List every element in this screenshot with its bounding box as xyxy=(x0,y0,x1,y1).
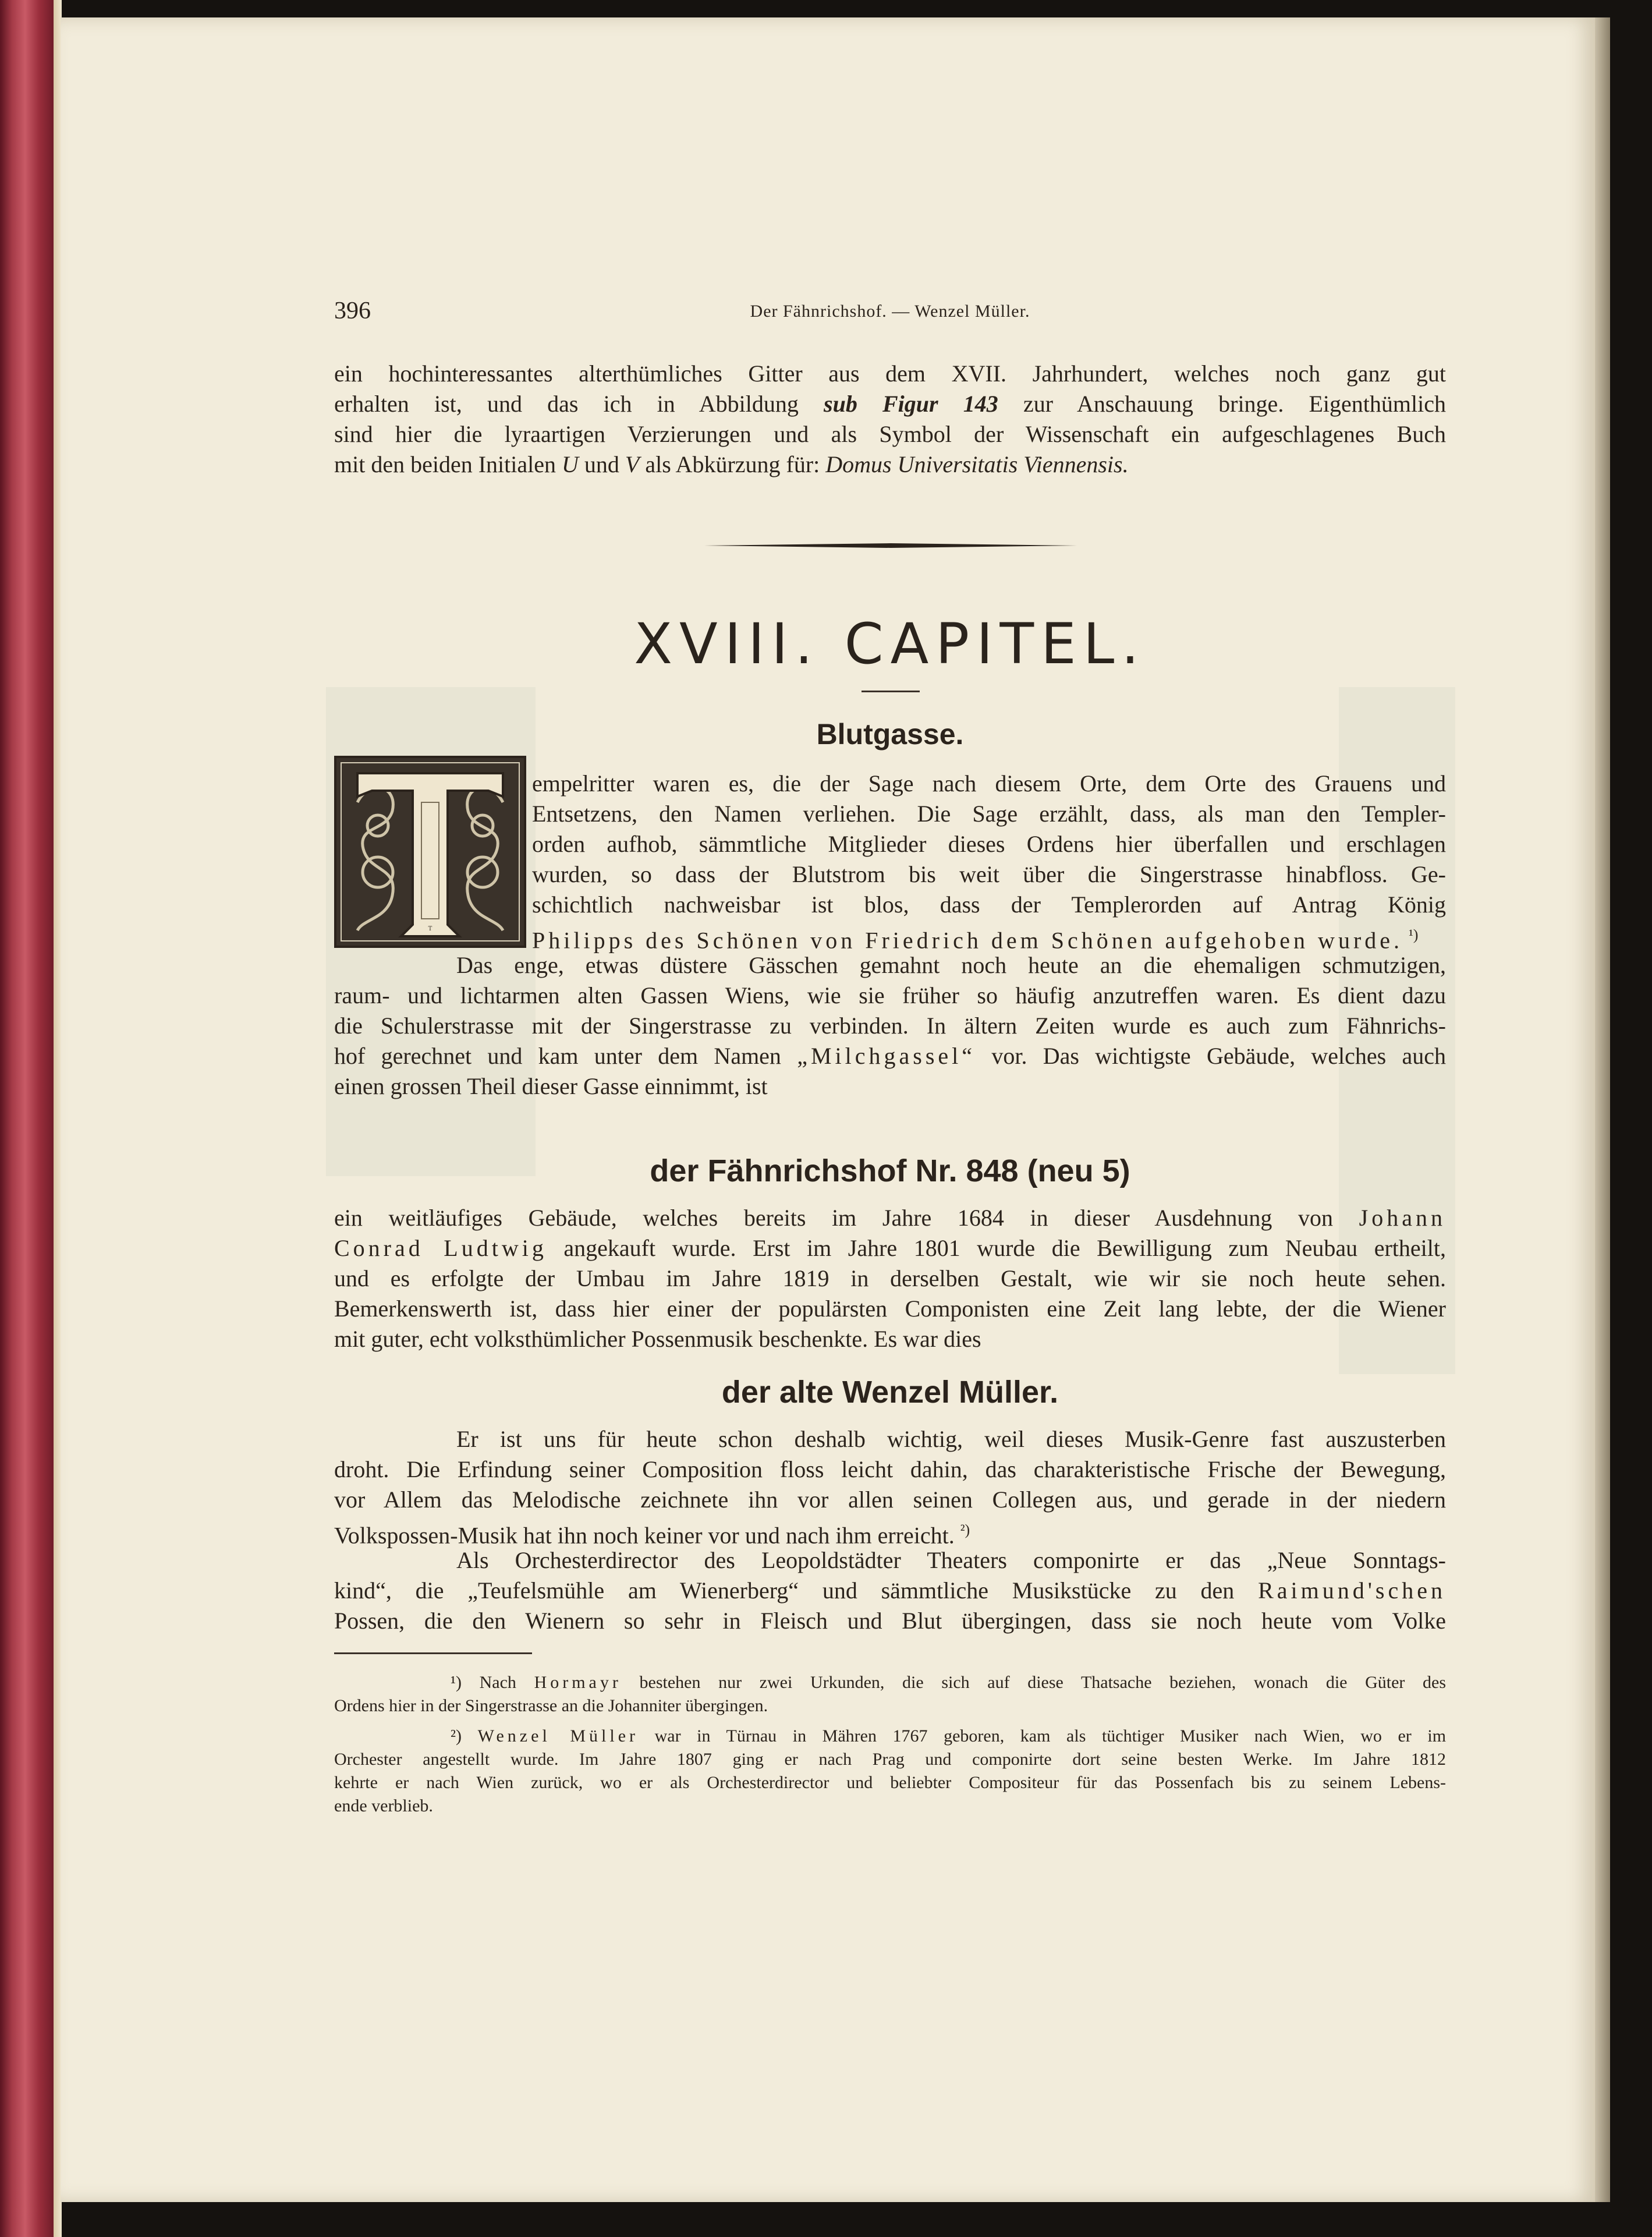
figure-reference: sub Figur 143 xyxy=(824,391,998,417)
text-line: schichtlich nachweisbar ist blos, dass der Templerorden auf Antrag König xyxy=(532,891,1446,918)
text-line: wurden, so dass der Blutstrom bis weit über die Singerstrasse hinabfloss. Ge- xyxy=(532,861,1446,887)
footnote-1-line: Ordens hier in der Singerstrasse an die Johanniter übergingen. xyxy=(334,1696,768,1715)
text-run: bestehen nur zwei Urkunden, die sich auf diese Thatsache beziehen, wonach die Güter des xyxy=(639,1673,1447,1692)
footnote-1-line xyxy=(334,1671,1446,1694)
section-heading-wenzel-muller: der alte Wenzel Müller. xyxy=(721,1375,1059,1410)
initial-v: V xyxy=(625,451,640,477)
text-run: erhalten ist, und das ich in Abbildung xyxy=(334,391,799,417)
footnote-2-line: kehrte er nach Wien zurück, wo er als Orchesterdirector und beliebter Compositeur für das Possenfach bis zu seinem Lebens- xyxy=(334,1773,1446,1792)
intro-paragraph xyxy=(334,359,1446,487)
text-run: war in Türnau in Mähren 1767 geboren, kam als tüchtiger Musiker nach Wien, wo er im xyxy=(654,1726,1447,1746)
text-line: Er ist uns für heute schon deshalb wichtig, weil dieses Musik-Genre fast auszusterben xyxy=(456,1426,1446,1452)
chapter-rule xyxy=(862,691,920,692)
text-run: hof gerechnet und kam unter dem Namen xyxy=(334,1043,781,1069)
text-run: ¹) Nach xyxy=(451,1673,516,1692)
text-run: ein weitläufiges Gebäude, welches bereits im Jahre 1684 in dieser Ausdehnung von xyxy=(334,1205,1334,1231)
text-run: angekauft wurde. Erst im Jahre 1801 wurde die Bewilligung zum Neubau ertheilt, xyxy=(563,1235,1446,1261)
text-line xyxy=(334,1576,1446,1606)
street-name: „Milchgassel“ xyxy=(797,1043,976,1069)
text-line xyxy=(334,389,1446,419)
footnote-2-line: Orchester angestellt wurde. Im Jahre 1807 ging er nach Prag und componirte dort seine besten Werke. Im Jahre 1812 xyxy=(334,1750,1446,1769)
person-name: Wenzel Müller xyxy=(477,1726,639,1746)
text-line: Das enge, etwas düstere Gässchen gemahnt noch heute an die ehemaligen schmutzigen, xyxy=(456,952,1446,978)
text-run: ²) xyxy=(451,1726,462,1746)
text-run: und xyxy=(584,451,619,477)
text-line: Entsetzens, den Namen verliehen. Die Sage erzählt, dass, als man den Templer- xyxy=(532,801,1446,827)
text-line: empelritter waren es, die der Sage nach diesem Orte, dem Orte des Grauens und xyxy=(532,770,1446,797)
text-line: sind hier die lyraartigen Verzierungen und als Symbol der Wissenschaft ein aufgeschlagenes Buch xyxy=(334,421,1446,447)
text-line xyxy=(334,1041,1446,1071)
footnotes xyxy=(334,1671,1446,1834)
blutgasse-paragraph xyxy=(334,769,1446,1118)
ornamental-rule xyxy=(704,543,1077,548)
text-line: die Schulerstrasse mit der Singerstrasse zu verbinden. In ältern Zeiten wurde es auch zum Fähnrichs- xyxy=(334,1013,1446,1039)
page-edge xyxy=(1595,17,1610,2202)
running-title: Der Fähnrichshof. — Wenzel Müller. xyxy=(750,302,1030,321)
text-line: Als Orchesterdirector des Leopoldstädter Theaters componirte er das „Neue Sonntags- xyxy=(456,1547,1446,1573)
text-line xyxy=(334,449,1446,480)
running-head xyxy=(334,297,1446,332)
chapter-title: XVIII. CAPITEL. xyxy=(634,611,1146,677)
fahnrichshof-paragraph xyxy=(334,1203,1446,1360)
person-name: Conrad Ludtwig xyxy=(334,1235,547,1261)
person-name: Hormayr xyxy=(534,1673,622,1692)
text-line: einen grossen Theil dieser Gasse einnimmt, ist xyxy=(334,1073,768,1099)
footnote-2-line xyxy=(334,1725,1446,1748)
text-line xyxy=(334,1233,1446,1263)
wenzel-paragraph xyxy=(334,1424,1446,1645)
footnote-marker-1[interactable]: ¹) xyxy=(1409,926,1419,943)
text-line: orden aufhob, sämmtliche Mitglieder dieses Ordens hier überfallen und erschlagen xyxy=(532,831,1446,857)
section-heading-fahnrichshof: der Fähnrichshof Nr. 848 (neu 5) xyxy=(650,1153,1130,1188)
text-run: kind“, die „Teufelsmühle am Wienerberg“ und sämmtliche Musikstücke zu den xyxy=(334,1577,1235,1604)
footnote-rule xyxy=(334,1652,532,1654)
text-run: als Abkürzung für: xyxy=(645,451,820,477)
book-binding xyxy=(0,0,56,2237)
text-run: Volkspossen-Musik hat ihn noch keiner vor und nach ihm erreicht. xyxy=(334,1522,955,1549)
page-number: 396 xyxy=(334,298,371,324)
text-run: mit den beiden Initialen xyxy=(334,451,556,477)
text-line: und es erfolgte der Umbau im Jahre 1819 in derselben Gestalt, wie wir sie noch heute sehen. xyxy=(334,1265,1446,1291)
text-run: Philipps des Schönen von Friedrich dem Schönen aufgehoben wurde. xyxy=(532,927,1403,954)
latin-phrase: Domus Universitatis Viennensis. xyxy=(825,451,1129,477)
text-run: zur Anschauung bringe. Eigenthümlich xyxy=(1023,391,1446,417)
text-line: Possen, die den Wienern so sehr in Fleisch und Blut übergingen, dass sie noch heute vom Volke xyxy=(334,1608,1446,1634)
person-name: Raimund'schen xyxy=(1258,1577,1447,1604)
text-run: vor. Das wichtigste Gebäude, welches auch xyxy=(991,1043,1447,1069)
text-line xyxy=(334,1203,1446,1233)
initial-letter: T xyxy=(428,926,433,932)
initial-u: U xyxy=(562,451,579,477)
text-line: droht. Die Erfindung seiner Composition floss leicht dahin, das charakteristische Frische der Bewegung, xyxy=(334,1456,1446,1482)
footnote-marker-2[interactable]: ²) xyxy=(960,1521,970,1538)
footnote-2-line: ende verblieb. xyxy=(334,1796,433,1815)
text-line: vor Allem das Melodische zeichnete ihn vor allen seinen Collegen aus, und gerade in der niedern xyxy=(334,1486,1446,1513)
text-line: Bemerkenswerth ist, dass hier einer der populärsten Componisten eine Zeit lang lebte, der die Wiener xyxy=(334,1296,1446,1322)
text-line: ein hochinteressantes alterthümliches Gitter aus dem XVII. Jahrhundert, welches noch ganz gut xyxy=(334,360,1446,387)
person-name: Johann xyxy=(1359,1205,1446,1231)
text-line: raum- und lichtarmen alten Gassen Wiens, wie sie früher so häufig anzutreffen waren. Es dient dazu xyxy=(334,982,1446,1008)
text-line: mit guter, echt volksthümlicher Possenmusik beschenkte. Es war dies xyxy=(334,1326,981,1352)
section-heading-blutgasse: Blutgasse. xyxy=(816,718,964,751)
